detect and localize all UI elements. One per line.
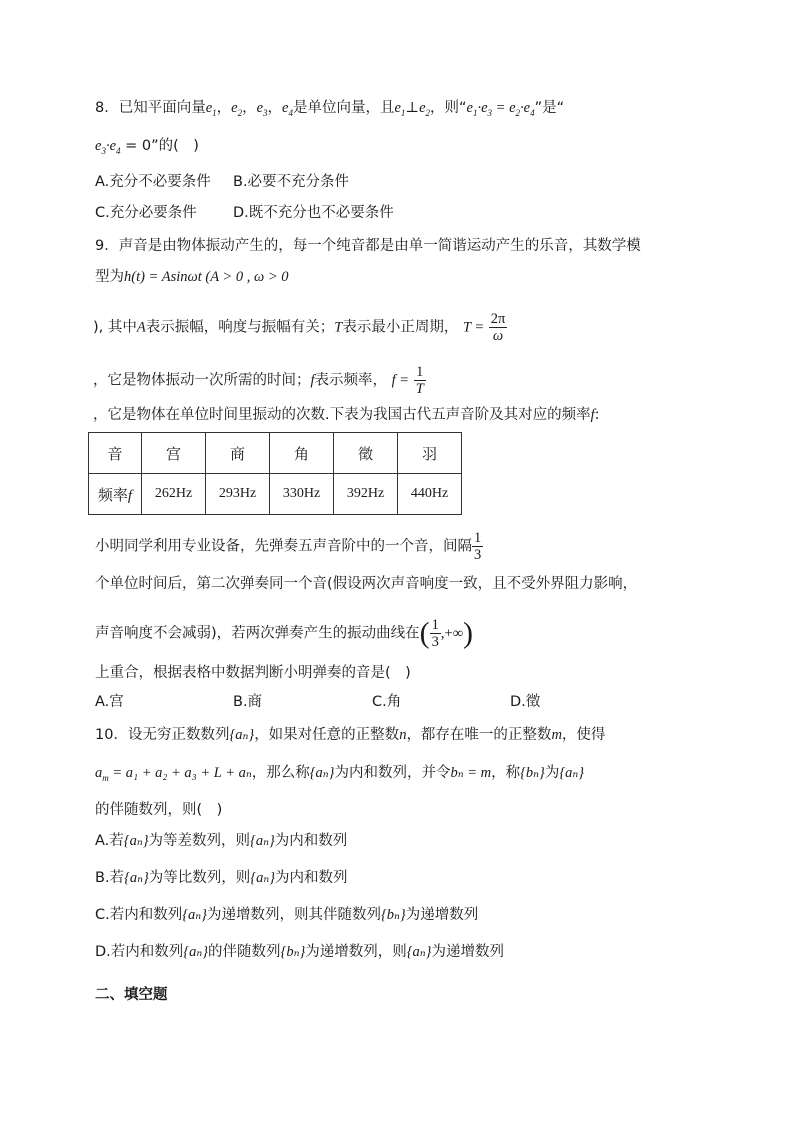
perp-symbol: ⊥ bbox=[405, 100, 420, 116]
q9-stem-line4: ，它是物体振动一次所需的时间；f表示频率， f = $\frac{1}{T}$ bbox=[93, 364, 424, 397]
q9-stem-line1: 9．声音是由物体振动产生的，每一个纯音都是由单一简谐运动产生的乐音，其数学模 bbox=[95, 238, 641, 254]
q8-option-b: B.必要不充分条件 bbox=[233, 174, 350, 190]
q9-option-c: C.角 bbox=[372, 694, 402, 710]
section-heading: 二、填空题 bbox=[95, 987, 168, 1003]
q9-stem-line5: ，它是物体在单位时间里振动的次数.下表为我国古代五声音阶及其对应的频率f: bbox=[93, 407, 600, 423]
vector-e3: $e_3$ bbox=[256, 100, 268, 118]
q9-stem-line2: 型为h(t) = Asinωt (A > 0 , ω > 0 bbox=[95, 269, 289, 285]
q10-option-d: D.若内和数列{aₙ}的伴随数列{bₙ}为递增数列，则{aₙ}为递增数列 bbox=[95, 944, 504, 960]
vector-e4: $e_4$ bbox=[282, 100, 293, 118]
q10-option-b: B.若{aₙ}为等比数列，则{aₙ}为内和数列 bbox=[95, 870, 348, 886]
q10-option-a: A.若{aₙ}为等差数列，则{aₙ}为内和数列 bbox=[95, 833, 348, 849]
sine-model-formula: h(t) = Asinωt (A > 0 , ω > 0 bbox=[124, 269, 289, 285]
q8-option-d: D.既不充分也不必要条件 bbox=[233, 205, 394, 221]
table-row: 频率f 262Hz 293Hz 330Hz 392Hz 440Hz bbox=[89, 474, 462, 515]
q8-option-c: C.充分必要条件 bbox=[95, 205, 197, 221]
period-fraction: $\frac{2\pi}{\omega}$ bbox=[490, 311, 506, 344]
interval-fraction: $\frac{1}{3}$ bbox=[474, 530, 482, 563]
q9-stem-line6: 小明同学利用专业设备，先弹奏五声音阶中的一个音，间隔 $\frac{1}{3}$ bbox=[95, 530, 482, 563]
q10-stem-line1: 10．设无穷正数数列{aₙ}，如果对任意的正整数n，都存在唯一的正整数m，使得 bbox=[95, 727, 606, 743]
q9-stem-line7: 个单位时间后，第二次弹奏同一个音(假设两次声音响度一致，且不受外界阻力影响， bbox=[95, 576, 638, 592]
q9-stem-line9: 上重合，根据表格中数据判断小明弹奏的音是( ) bbox=[95, 665, 411, 681]
q8-stem-line1: 8．已知平面向量$e_1$，$e_2$，$e_3$，$e_4$是单位向量，且$e_1\perp e_2$，则“$e_1\cdot e_3 = e_2\cdot e_4$”是“ bbox=[95, 100, 565, 118]
q10-stem-line3: 的伴随数列，则( ) bbox=[95, 802, 223, 818]
frequency-fraction: $\frac{1}{T}$ bbox=[415, 364, 424, 397]
vector-e2: $e_2$ bbox=[231, 100, 243, 118]
q9-option-a: A.宫 bbox=[95, 694, 124, 710]
q10-stem-line2: $a_m = a_1 + a_2 + a_3 + L + a_n$，那么称{aₙ}为内和数列，并令bₙ = m，称{bₙ}为{aₙ} bbox=[95, 765, 585, 783]
q9-option-d: D.徵 bbox=[510, 694, 541, 710]
table-row: 音 宫 商 角 徵 羽 bbox=[89, 433, 462, 474]
q9-option-b: B.商 bbox=[233, 694, 263, 710]
q8-option-a: A.充分不必要条件 bbox=[95, 174, 211, 190]
q8-stem-line2: $e_3\cdot e_4 = 0$”的( ) bbox=[95, 138, 199, 156]
q9-stem-line8: 声音响度不会减弱)，若两次弹奏产生的振动曲线在( $\frac{1}{3}$ ,+∞) bbox=[95, 616, 474, 650]
frequency-table bbox=[88, 432, 462, 515]
q10-option-c: C.若内和数列{aₙ}为递增数列，则其伴随数列{bₙ}为递增数列 bbox=[95, 907, 479, 923]
q9-stem-line3: ), 其中A表示振幅，响度与振幅有关；T表示最小正周期， T = $\frac{2\pi}{\omega}$ bbox=[93, 311, 506, 344]
vector-e1: $e_1$ bbox=[205, 100, 217, 118]
